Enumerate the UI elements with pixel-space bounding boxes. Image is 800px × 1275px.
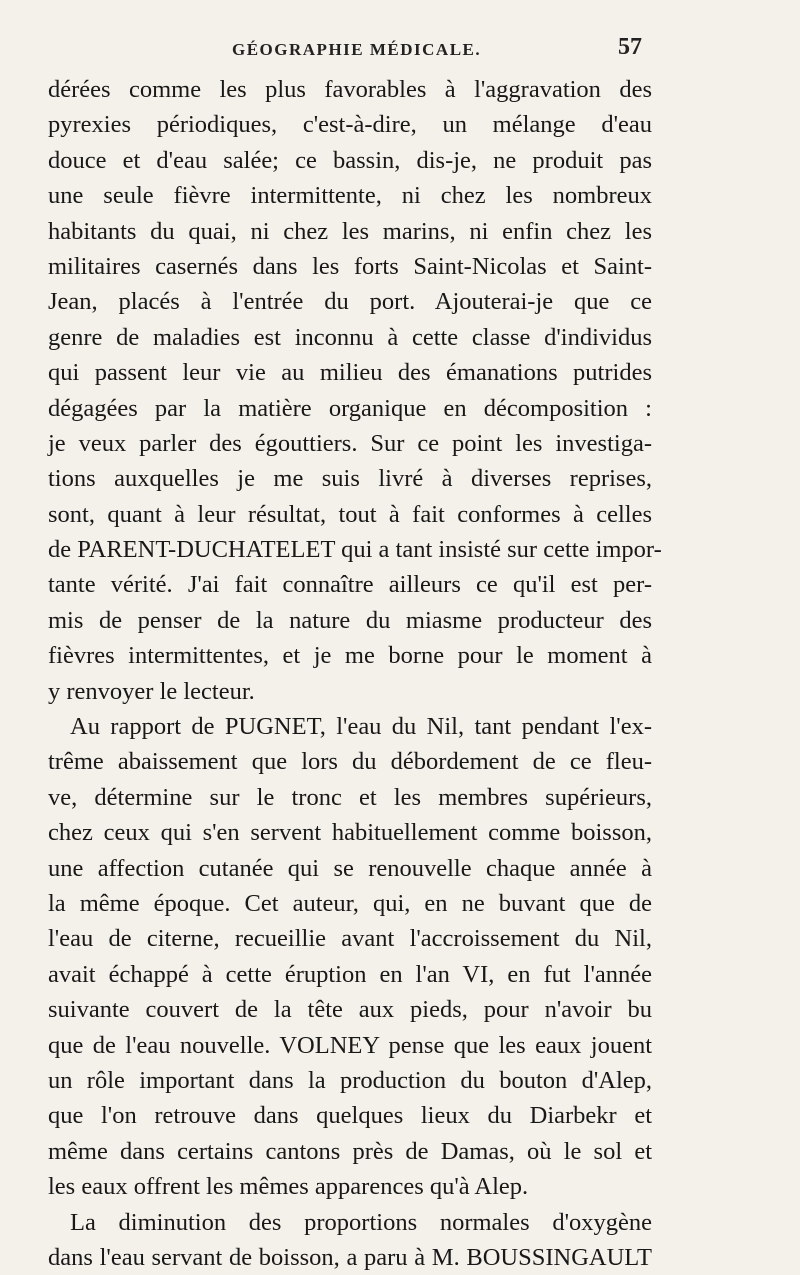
text-line: dans l'eau servant de boisson, a paru à M. BOUSSINGAULT [48,1243,652,1271]
text-line: que de l'eau nouvelle. VOLNEY pense que les eaux jouent [48,1031,652,1059]
text-line: trême abaissement que lors du débordement de ce fleu- [48,748,652,776]
text-line: mis de penser de la nature du miasme producteur des [48,606,652,634]
text-line: je veux parler des égouttiers. Sur ce point les investiga- [48,429,652,457]
text-line: Jean, placés à l'entrée du port. Ajouterai-je que ce [48,288,652,316]
text-line: La diminution des proportions normales d'oxygène [70,1208,652,1236]
text-line: même dans certains cantons près de Damas, où le sol et [48,1137,652,1165]
text-line: genre de maladies est inconnu à cette classe d'individus [48,323,652,351]
text-line: que l'on retrouve dans quelques lieux du Diarbekr et [48,1102,652,1130]
text-line: de PARENT-DUCHATELET qui a tant insisté sur cette impor- [48,536,662,564]
text-line: dégagées par la matière organique en décomposition : [48,394,652,422]
text-line: dérées comme les plus favorables à l'aggravation des [48,76,652,103]
text-line: une affection cutanée qui se renouvelle chaque année à [48,854,652,882]
text-line: avait échappé à cette éruption en l'an VI, en fut l'année [48,960,652,988]
text-line: la même époque. Cet auteur, qui, en ne buvant que de [48,889,652,917]
text-line: douce et d'eau salée; ce bassin, dis-je, ne produit pas [48,146,652,174]
text-line: habitants du quai, ni chez les marins, ni enfin chez les [48,217,652,245]
text-line: chez ceux qui s'en servent habituellement comme boisson, [48,819,652,847]
page-header [232,36,642,66]
text-line: Au rapport de PUGNET, l'eau du Nil, tant pendant l'ex- [70,713,652,741]
text-line: y renvoyer le lecteur. [48,677,255,705]
text-line: tions auxquelles je me suis livré à diverses reprises, [48,465,652,493]
text-line: ve, détermine sur le tronc et les membres supérieurs, [48,783,652,811]
text-line: militaires casernés dans les forts Saint-Nicolas et Saint- [48,252,652,280]
running-head: GÉOGRAPHIE MÉDICALE. [232,40,482,59]
text-line: l'eau de citerne, recueillie avant l'accroissement du Nil, [48,925,652,953]
page-number: 57 [618,34,642,60]
text-line: les eaux offrent les mêmes apparences qu'à Alep. [48,1173,529,1201]
text-line: sont, quant à leur résultat, tout à fait conformes à celles [48,500,652,528]
text-line: fièvres intermittentes, et je me borne pour le moment à [48,642,652,670]
text-line: un rôle important dans la production du bouton d'Alep, [48,1066,652,1094]
text-line: qui passent leur vie au milieu des émanations putrides [48,359,652,387]
text-line: une seule fièvre intermittente, ni chez les nombreux [48,182,652,210]
text-line: tante vérité. J'ai fait connaître ailleurs ce qu'il est per- [48,571,652,599]
body-text [48,72,662,1275]
text-line: pyrexies périodiques, c'est-à-dire, un mélange d'eau [48,111,652,139]
text-line: suivante couvert de la tête aux pieds, pour n'avoir bu [48,996,652,1024]
